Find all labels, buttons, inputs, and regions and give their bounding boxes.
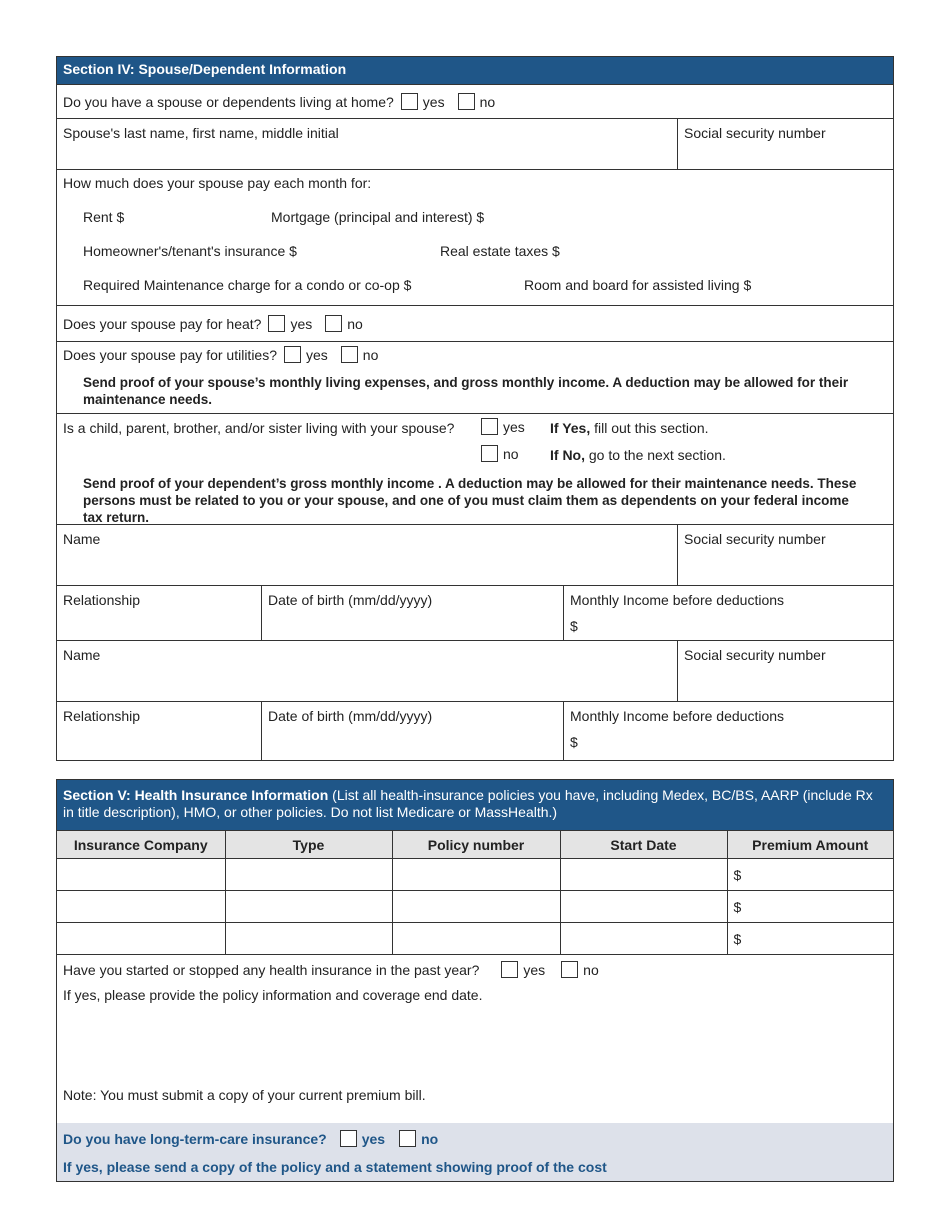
heat-yes-label: yes [290, 316, 313, 332]
dependent-2-name-row [57, 640, 893, 701]
utilities-question: Does your spouse pay for utilities? [63, 347, 277, 363]
col-type: Type [225, 831, 392, 859]
dependent-1-dob-field[interactable] [261, 586, 563, 640]
spouse-ssn-label: Social security number [684, 125, 826, 141]
dependent-2-details-row [57, 701, 893, 761]
spouse-ssn-field[interactable] [677, 119, 893, 169]
homeowner-insurance-field[interactable]: Homeowner's/tenant's insurance $ [83, 243, 297, 259]
type-cell[interactable] [225, 859, 392, 891]
section-v [56, 779, 894, 1182]
provide-info-text: If yes, please provide the policy information and coverage end date. [63, 987, 483, 1003]
section-v-title: Section V: Health Insurance Information [63, 787, 329, 803]
start-date-cell[interactable] [560, 923, 727, 955]
relative-yes-label: yes [503, 419, 525, 435]
section-v-instructions: (List all health-insurance policies you have, including Medex, BC/BS, AARP (include Rx in title description), HMO, or other policies. Do not list Medicare or MassHealth.) [63, 787, 873, 820]
pay-intro: How much does your spouse pay each month for: [63, 175, 372, 191]
insurance-company-cell[interactable] [57, 891, 225, 923]
ltc-yes-checkbox[interactable] [340, 1130, 357, 1147]
table-row [57, 891, 893, 923]
section-v-header [57, 780, 893, 830]
dependent-1-relationship-label: Relationship [63, 592, 141, 608]
col-insurance-company: Insurance Company [57, 831, 225, 859]
dependent-2-income-dollar: $ [570, 734, 578, 750]
dependent-2-name-label: Name [63, 647, 101, 663]
spouse-no-checkbox[interactable] [458, 93, 475, 110]
premium-bill-note: Note: You must submit a copy of your current premium bill. [63, 1087, 426, 1103]
premium-amount-cell[interactable]: $ [727, 923, 893, 955]
utilities-no-checkbox[interactable] [341, 346, 358, 363]
spouse-question: Do you have a spouse or dependents living at home? [63, 94, 394, 110]
start-date-cell[interactable] [560, 891, 727, 923]
dependent-2-dob-label: Date of birth (mm/dd/yyyy) [268, 708, 433, 724]
started-yes-label: yes [523, 962, 546, 978]
utilities-no-label: no [362, 347, 379, 363]
heat-yes-checkbox[interactable] [268, 315, 285, 332]
dependent-1-details-row [57, 585, 893, 640]
heat-no-label: no [347, 316, 363, 332]
table-row [57, 923, 893, 955]
ltc-block [57, 1123, 893, 1181]
ltc-yes-label: yes [361, 1131, 386, 1147]
col-policy-number: Policy number [392, 831, 560, 859]
spouse-yes-checkbox[interactable] [401, 93, 418, 110]
dependent-1-name-label: Name [63, 531, 101, 547]
spouse-proof-note: Send proof of your spouse’s monthly living expenses, and gross monthly income. A deduction may be allowed for their maintenance needs. [83, 375, 849, 407]
policy-number-cell[interactable] [392, 923, 560, 955]
col-start-date: Start Date [560, 831, 727, 859]
if-no-bold: If No, [550, 447, 585, 463]
dependent-2-ssn-label: Social security number [684, 647, 826, 663]
dependent-1-name-row [57, 524, 893, 585]
premium-amount-cell[interactable]: $ [727, 859, 893, 891]
ltc-no-label: no [421, 1131, 439, 1147]
heat-question: Does your spouse pay for heat? [63, 316, 262, 332]
maintenance-charge-field[interactable]: Required Maintenance charge for a condo or co-op $ [83, 277, 412, 293]
heat-row [57, 305, 893, 341]
insurance-table [57, 830, 893, 955]
ltc-no-checkbox[interactable] [399, 1130, 416, 1147]
premium-amount-cell[interactable]: $ [727, 891, 893, 923]
policy-number-cell[interactable] [392, 859, 560, 891]
mortgage-field[interactable]: Mortgage (principal and interest) $ [271, 209, 485, 225]
if-no-text: go to the next section. [585, 447, 726, 463]
dependent-1-relationship-field[interactable] [57, 586, 261, 640]
heat-no-checkbox[interactable] [325, 315, 342, 332]
dependent-1-dob-label: Date of birth (mm/dd/yyyy) [268, 592, 433, 608]
start-date-cell[interactable] [560, 859, 727, 891]
section-iv-header [57, 57, 893, 84]
dependent-1-income-field[interactable] [563, 586, 893, 640]
utilities-yes-checkbox[interactable] [284, 346, 301, 363]
dependent-2-dob-field[interactable] [261, 702, 563, 761]
section-iv-title: Section IV: Spouse/Dependent Information [63, 61, 347, 77]
dependent-1-ssn-label: Social security number [684, 531, 826, 547]
spouse-name-row [57, 118, 893, 169]
room-board-field[interactable]: Room and board for assisted living $ [524, 277, 752, 293]
ltc-question: Do you have long-term-care insurance? [63, 1131, 327, 1147]
if-yes-bold: If Yes, [550, 420, 591, 436]
started-stopped-question: Have you started or stopped any health insurance in the past year? [63, 962, 480, 978]
insurance-change-block [57, 955, 893, 1121]
spouse-yes-label: yes [422, 94, 445, 110]
dependent-1-name-field[interactable] [57, 525, 677, 585]
dependent-2-income-label: Monthly Income before deductions [570, 708, 785, 724]
relative-no-checkbox[interactable] [481, 445, 498, 462]
dependent-2-ssn-field[interactable] [677, 641, 893, 701]
insurance-company-cell[interactable] [57, 859, 225, 891]
dependent-2-name-field[interactable] [57, 641, 677, 701]
dependent-1-ssn-field[interactable] [677, 525, 893, 585]
spouse-name-field[interactable] [57, 119, 677, 169]
started-yes-checkbox[interactable] [501, 961, 518, 978]
section-iv [56, 56, 894, 761]
spouse-payments-block [57, 169, 893, 305]
col-premium-amount: Premium Amount [727, 831, 893, 859]
utilities-row [57, 341, 893, 413]
table-row [57, 859, 893, 891]
relative-no-label: no [503, 446, 519, 462]
real-estate-taxes-field[interactable]: Real estate taxes $ [440, 243, 560, 259]
started-no-checkbox[interactable] [561, 961, 578, 978]
insurance-company-cell[interactable] [57, 923, 225, 955]
ltc-proof-note: If yes, please send a copy of the policy and a statement showing proof of the cost [63, 1159, 607, 1175]
utilities-yes-label: yes [306, 347, 328, 363]
dependent-2-relationship-label: Relationship [63, 708, 141, 724]
type-cell[interactable] [225, 923, 392, 955]
if-yes-text: fill out this section. [590, 420, 709, 436]
started-no-label: no [583, 962, 599, 978]
rent-field[interactable]: Rent $ [83, 209, 125, 225]
spouse-no-label: no [479, 94, 496, 110]
dependent-proof-note: Send proof of your dependent’s gross monthly income . A deduction may be allowed for their maintenance needs. These persons must be related to you or your spouse, and one of you must claim them as dependents on your federal income tax return. [83, 476, 857, 525]
dependent-1-income-dollar: $ [570, 618, 578, 634]
spouse-question-row [57, 84, 893, 118]
relative-row [57, 413, 893, 524]
relative-yes-checkbox[interactable] [481, 418, 498, 435]
dependent-2-relationship-field[interactable] [57, 702, 261, 761]
type-cell[interactable] [225, 891, 392, 923]
spouse-name-label: Spouse's last name, first name, middle initial [63, 125, 339, 141]
relative-question: Is a child, parent, brother, and/or sister living with your spouse? [63, 420, 455, 436]
policy-number-cell[interactable] [392, 891, 560, 923]
dependent-2-income-field[interactable] [563, 702, 893, 761]
dependent-1-income-label: Monthly Income before deductions [570, 592, 785, 608]
